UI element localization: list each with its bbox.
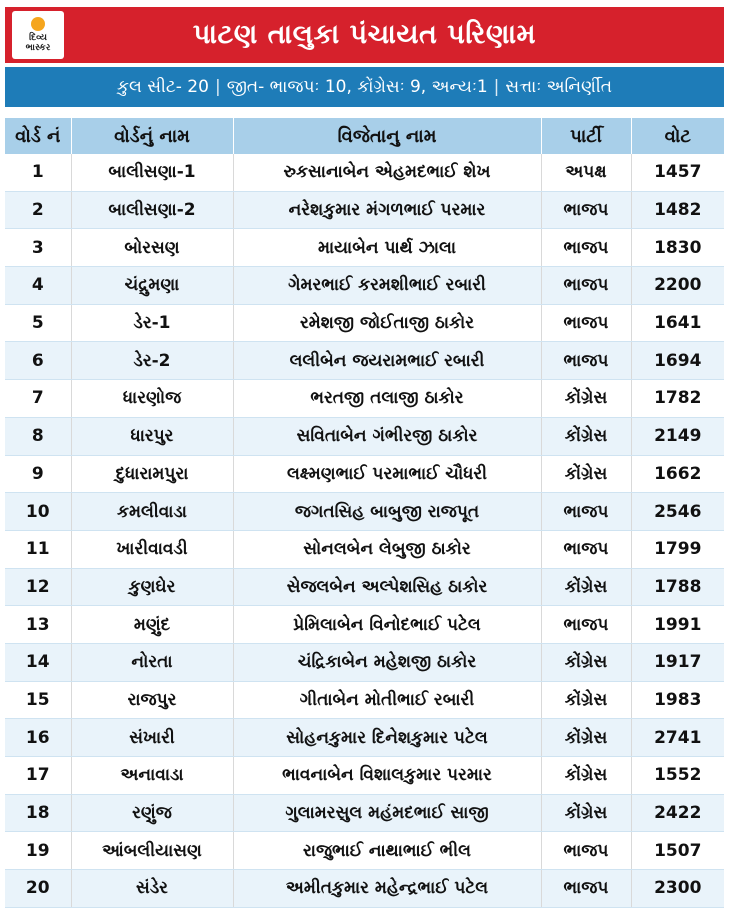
table-row [5,154,724,191]
cell-winner-name: ગીતાબેન મોતીભાઈ રબારી [233,681,541,719]
table-header-row [5,118,724,154]
cell-party: ભાજપ [541,229,631,267]
header-ward-name: વોર્ડનું નામ [71,118,233,154]
cell-party: ભાજપ [541,832,631,870]
cell-votes: 2300 [631,870,724,908]
cell-party: કોંગ્રેસ [541,681,631,719]
cell-party: કોંગ્રેસ [541,417,631,455]
header-winner-name: વિજેતાનુ નામ [233,118,541,154]
table-row [5,870,724,908]
cell-votes: 2741 [631,719,724,757]
table-row [5,794,724,832]
cell-votes: 1788 [631,568,724,606]
cell-votes: 1917 [631,643,724,681]
cell-ward-no: 2 [5,191,71,229]
table-row [5,191,724,229]
table-row [5,417,724,455]
table-row [5,832,724,870]
cell-ward-no: 7 [5,380,71,418]
cell-votes: 2200 [631,267,724,305]
cell-winner-name: સેજલબેન અલ્પેશસિહ ઠાકોર [233,568,541,606]
total-seats: કુલ સીટ- 20 [116,77,209,97]
cell-ward-no: 5 [5,304,71,342]
cell-ward-name: ધારણોજ [71,380,233,418]
cell-winner-name: ભાવનાબેન વિશાલકુમાર પરમાર [233,757,541,795]
table-row [5,757,724,795]
page-title: પાટણ તાલુકા પંચાયત પરિણામ [192,19,537,50]
table-row [5,606,724,644]
cell-ward-no: 16 [5,719,71,757]
cell-winner-name: લલીબેન જયરામભાઈ રબારી [233,342,541,380]
cell-ward-name: કુણઘેર [71,568,233,606]
cell-votes: 1457 [631,154,724,191]
cell-ward-name: રણુંજ [71,794,233,832]
cell-ward-no: 13 [5,606,71,644]
results-table [5,118,724,908]
table-row [5,530,724,568]
cell-ward-name: ડેર-1 [71,304,233,342]
cell-votes: 1662 [631,455,724,493]
cell-winner-name: રમેશજી જોઈતાજી ઠાકોર [233,304,541,342]
logo-text-line1: દિવ્ય [29,33,47,43]
cell-ward-name: ડેર-2 [71,342,233,380]
cell-ward-no: 8 [5,417,71,455]
table-row [5,568,724,606]
cell-party: ભાજપ [541,191,631,229]
header-party: પાર્ટી [541,118,631,154]
cell-ward-no: 9 [5,455,71,493]
cell-ward-no: 6 [5,342,71,380]
cell-party: ભાજપ [541,342,631,380]
cell-ward-no: 3 [5,229,71,267]
cell-party: ભાજપ [541,493,631,531]
cell-party: અપક્ષ [541,154,631,191]
cell-ward-no: 20 [5,870,71,908]
cell-party: ભાજપ [541,304,631,342]
table-row [5,455,724,493]
cell-ward-no: 4 [5,267,71,305]
cell-votes: 1507 [631,832,724,870]
header-ward-no: વોર્ડ નં [5,118,71,154]
header-votes: વોટ [631,118,724,154]
cell-winner-name: નરેશકુમાર મંગળભાઈ પરમાર [233,191,541,229]
cell-votes: 1694 [631,342,724,380]
cell-ward-name: બાલીસણા-2 [71,191,233,229]
cell-winner-name: સોનલબેન લેબુજી ઠાકોર [233,530,541,568]
cell-party: ભાજપ [541,530,631,568]
cell-party: કોંગ્રેસ [541,719,631,757]
cell-winner-name: અમીતકુમાર મહેન્દ્રભાઈ પટેલ [233,870,541,908]
cell-winner-name: માયાબેન પાર્થ ઝાલા [233,229,541,267]
cell-votes: 2546 [631,493,724,531]
table-row [5,719,724,757]
table-row [5,643,724,681]
cell-ward-name: બાલીસણા-1 [71,154,233,191]
cell-winner-name: સવિતાબેન ગંભીરજી ઠાકોર [233,417,541,455]
cell-winner-name: ભરતજી તલાજી ઠાકોર [233,380,541,418]
cell-votes: 1983 [631,681,724,719]
summary-bar [5,67,724,107]
cell-ward-name: બોરસણ [71,229,233,267]
cell-votes: 2422 [631,794,724,832]
cell-party: કોંગ્રેસ [541,568,631,606]
cell-winner-name: ગુલામરસુલ મહંમદભાઈ સાજી [233,794,541,832]
cell-winner-name: લક્ષ્મણભાઈ પરમાભાઈ ચૌધરી [233,455,541,493]
cell-ward-no: 18 [5,794,71,832]
cell-ward-no: 17 [5,757,71,795]
cell-party: ભાજપ [541,870,631,908]
divya-bhaskar-logo [12,11,64,59]
separator: | [493,77,500,97]
cell-votes: 1782 [631,380,724,418]
cell-ward-name: સંડેર [71,870,233,908]
won-summary: જીત- ભાજપઃ 10, કોંગ્રેસઃ 9, અન્યઃ1 [226,77,488,97]
cell-ward-name: અનાવાડા [71,757,233,795]
separator: | [214,77,221,97]
cell-winner-name: ગેમરભાઈ કરમશીભાઈ રબારી [233,267,541,305]
cell-party: ભાજપ [541,606,631,644]
cell-party: કોંગ્રેસ [541,380,631,418]
table-row [5,229,724,267]
cell-ward-name: આંબલીયાસણ [71,832,233,870]
cell-ward-no: 14 [5,643,71,681]
table-row [5,681,724,719]
cell-ward-name: દુધારામપુરા [71,455,233,493]
cell-ward-no: 11 [5,530,71,568]
cell-winner-name: સોહનકુમાર દિનેશકુમાર પટેલ [233,719,541,757]
cell-party: કોંગ્રેસ [541,757,631,795]
cell-votes: 1830 [631,229,724,267]
cell-ward-name: ચંદ્રુમણા [71,267,233,305]
cell-ward-name: રાજપુર [71,681,233,719]
cell-ward-no: 10 [5,493,71,531]
cell-winner-name: ચંદ્રિકાબેન મહેશજી ઠાકોર [233,643,541,681]
cell-ward-name: મણુંદ [71,606,233,644]
title-banner [5,7,724,63]
cell-ward-no: 1 [5,154,71,191]
cell-ward-no: 12 [5,568,71,606]
cell-ward-no: 19 [5,832,71,870]
cell-party: કોંગ્રેસ [541,794,631,832]
cell-votes: 1641 [631,304,724,342]
cell-ward-name: ધારપુર [71,417,233,455]
cell-winner-name: રુકસાનાબેન એહમદભાઈ શેખ [233,154,541,191]
table-row [5,342,724,380]
cell-votes: 1552 [631,757,724,795]
table-row [5,304,724,342]
cell-party: કોંગ્રેસ [541,643,631,681]
cell-votes: 1799 [631,530,724,568]
table-row [5,267,724,305]
cell-ward-no: 15 [5,681,71,719]
cell-ward-name: ખારીવાવડી [71,530,233,568]
cell-winner-name: રાજુભાઈ નાથાભાઈ ભીલ [233,832,541,870]
cell-ward-name: નોરતા [71,643,233,681]
sun-icon [31,17,45,31]
logo-text-line2: ભાસ્કર [25,43,51,53]
cell-ward-name: કમલીવાડા [71,493,233,531]
table-row [5,493,724,531]
cell-votes: 1482 [631,191,724,229]
cell-votes: 2149 [631,417,724,455]
cell-party: ભાજપ [541,267,631,305]
table-row [5,380,724,418]
cell-winner-name: જગતસિહ બાબુજી રાજપૂત [233,493,541,531]
cell-party: કોંગ્રેસ [541,455,631,493]
cell-ward-name: સંખારી [71,719,233,757]
power-status: સત્તાઃ અનિર્ણીત [505,77,613,97]
cell-winner-name: પ્રેમિલાબેન વિનોદભાઈ પટેલ [233,606,541,644]
cell-votes: 1991 [631,606,724,644]
